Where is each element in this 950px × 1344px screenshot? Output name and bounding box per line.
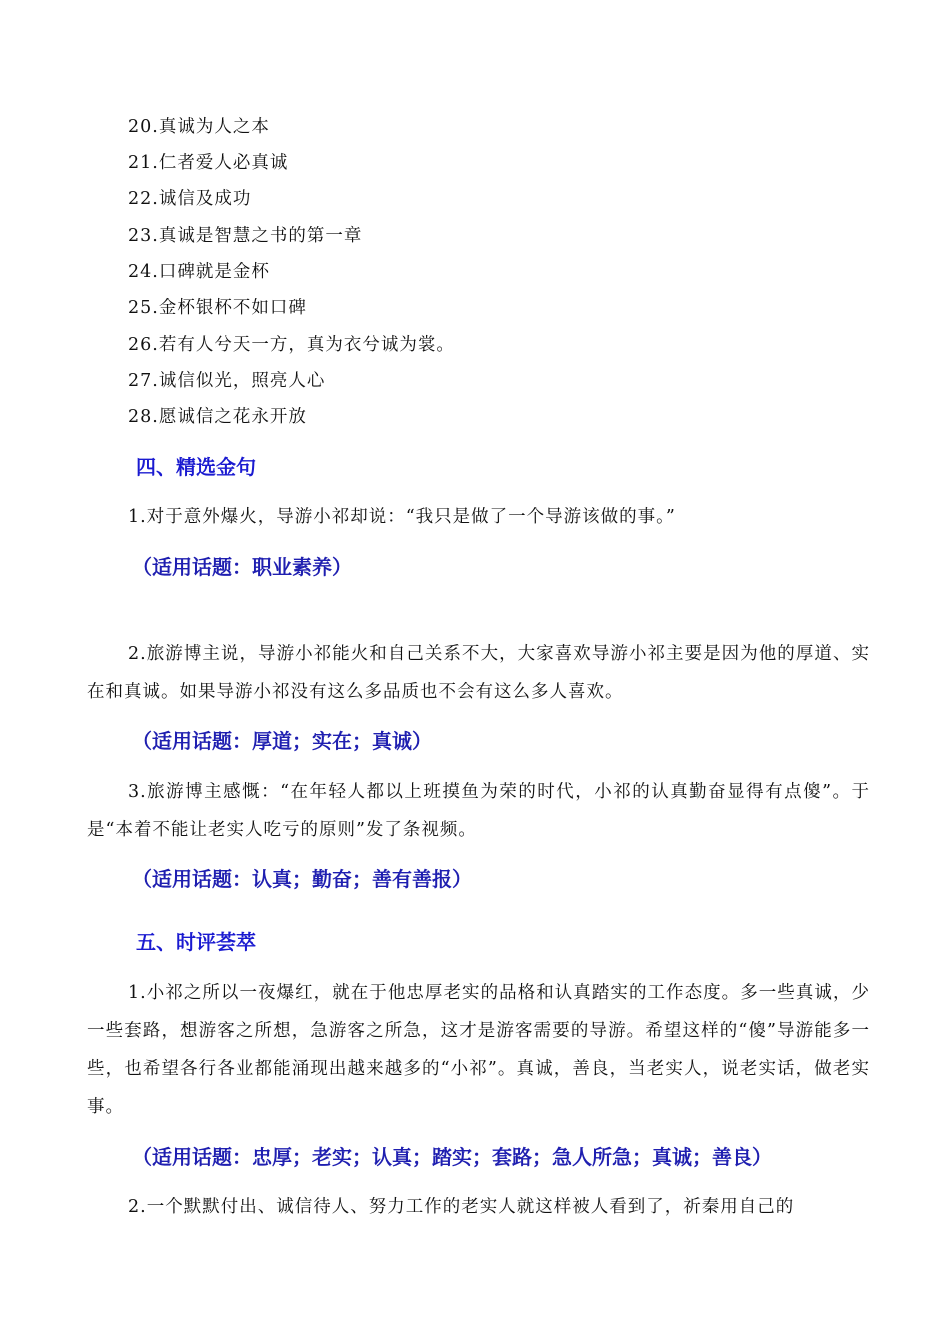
list-item: 27.诚信似光，照亮人心 — [128, 371, 326, 391]
topic-tag: （适用话题：忠厚；老实；认真；踏实；套路；急人所急；真诚；善良） — [132, 1145, 772, 1169]
paragraph: 2.一个默默付出、诚信待人、努力工作的老实人就这样被人看到了，祈秦用自己的 — [128, 1197, 795, 1217]
list-item: 21.仁者爱人必真诚 — [128, 153, 289, 173]
topic-tag: （适用话题：认真；勤奋；善有善报） — [132, 867, 472, 891]
list-item: 26.若有人兮天一方，真为衣兮诚为裳。 — [128, 335, 455, 355]
paragraph: 1.小祁之所以一夜爆红，就在于他忠厚老实的品格和认真踏实的工作态度。多一些真诚，少一些套路，想游客之所想，急游客之所急，这才是游客需要的导游。希望这样的“傻”导游能多一些，也希望各行各业都能涌现出越来越多的“小祁”。真诚，善良，当老实人，说老实话，做老实事。 — [87, 983, 870, 1117]
list-item: 25.金杯银杯不如口碑 — [128, 298, 307, 318]
topic-tag: （适用话题：职业素养） — [132, 555, 352, 579]
paragraph: 3.旅游博主感慨：“在年轻人都以上班摸鱼为荣的时代，小祁的认真勤奋显得有点傻”。于是“本着不能让老实人吃亏的原则”发了条视频。 — [87, 782, 870, 840]
paragraph: 2.旅游博主说，导游小祁能火和自己关系不大，大家喜欢导游小祁主要是因为他的厚道、实在和真诚。如果导游小祁没有这么多品质也不会有这么多人喜欢。 — [87, 644, 870, 702]
list-item: 22.诚信及成功 — [128, 189, 252, 209]
topic-tag: （适用话题：厚道；实在；真诚） — [132, 729, 432, 753]
section-heading: 五、时评荟萃 — [136, 930, 256, 954]
list-item: 23.真诚是智慧之书的第一章 — [128, 226, 363, 246]
paragraph: 1.对于意外爆火，导游小祁却说：“我只是做了一个导游该做的事。” — [128, 507, 676, 527]
list-item: 24.口碑就是金杯 — [128, 262, 270, 282]
section-heading: 四、精选金句 — [136, 455, 256, 479]
list-item: 28.愿诚信之花永开放 — [128, 407, 307, 427]
list-item: 20.真诚为人之本 — [128, 117, 270, 137]
